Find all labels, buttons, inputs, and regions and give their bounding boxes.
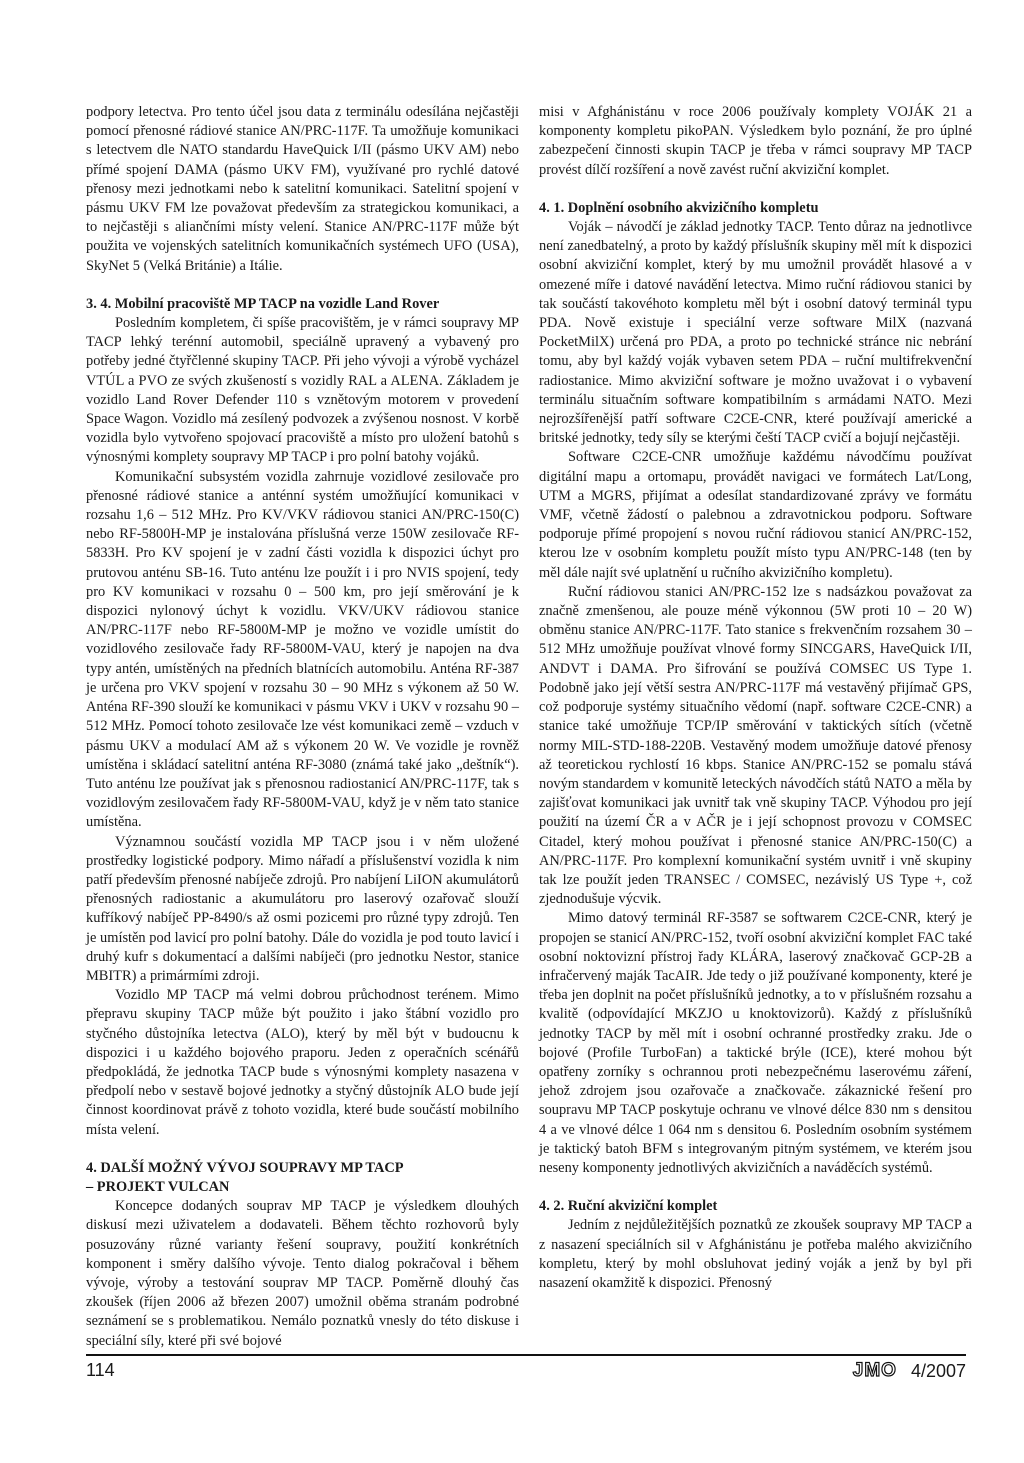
paragraph: Software C2CE-CNR umožňuje každému návodčímu používat digitální mapu a ortomapu, provádět navigaci ve formátech Lat/Long, UTM a MGRS, přijímat a odesílat standardizované zprávy ve formátu VMF, včetně žádostí o palebnou a zdravotnickou podporu. Software podporuje přímé propojení s novou ruční rádiovou stanicí AN/PRC-152, kterou lze v osobním kompletu použít místo typu AN/PRC-148 (ten by měl dále najít své uplatnění u ručního akvizičního kompletu).: [539, 449, 972, 581]
paragraph: Mimo datový terminál RF-3587 se softwarem C2CE-CNR, který je propojen se stanicí AN/PRC-152, tvoří osobní akviziční komplet FAC také osobní noktovizní přístroj řady KLÁRA, laserový značkovač GCP-2B a infračervený maják TacAIR. Jde tedy o již používané komponenty, které je třeba jen doplnit na počet příslušníků jednotky, a to v příslušném rozsahu a kvalitě (odpovídající MKZJO u knoktovizorů). Každý z příslušníků jednotky TACP by měl mít i osobní ochranné prostředky zraku. Jde o bojové (Profile TurboFan) a taktické brýle (ICE), které mohou být opatřeny zorníky s ochrannou proti nebezpečnému laserovému záření, jehož zdrojem jsou ozařovače a značkovače. zákaznické řešení pro soupravu MP TACP poskytuje ochranu ve vlnové délce 830 nm s densitou 4 a ve vlnové délce 1 064 nm s densitou 6. Posledním osobním systémem je taktický batoh BFM s integrovaným pitným systémem, ve kterém jsou neseny komponenty jednotlivých akvizičních a naváděcích systémů.: [539, 910, 972, 1176]
paragraph: Vozidlo MP TACP má velmi dobrou průchodnost terénem. Mimo přepravu skupiny TACP může být použito i jako štábní vozidlo pro styčného důstojníka letectva (ALO), který by měl být v budoucnu k dispozici i u každého bojového praporu. Jeden z operačních scénářů předpokládá, že jednotka TACP bude s výnosnými komplety nasazena v předpolí nebo v sestavě bojové jednotky a styčný důstojník ALO bude její činnost koordinovat právě z tohoto vozidla, které bude součástí mobilního místa velení.: [86, 987, 519, 1138]
section-heading-4-line2: – PROJEKT VULCAN: [86, 1178, 230, 1195]
paragraph: Posledním kompletem, či spíše pracovištěm, je v rámci soupravy MP TACP lehký terénní automobil, speciálně upravený a vybavený pro potřeby jedné čtyřčlenné skupiny TACP. Při jeho vývoji a výrobě vycházel VTÚL a PVO ze svých zkušeností s vozidly RAL a ALENA. Základem je vozidlo Land Rover Defender 110 s vznětovým motorem v provedení Space Wagon. Vozidlo má zesílený podvozek a zvýšenou nosnost. V korbě vozidla bylo vytvořeno spojovací pracoviště a místo pro uložení batohů s výnosnými komplety soupravy MP TACP i pro polní batohy vojáků.: [86, 315, 519, 466]
section-heading-4: [86, 1159, 519, 1197]
footer-rule: [86, 1354, 966, 1356]
paragraph: Ruční rádiovou stanici AN/PRC-152 lze s nadsázkou považovat za značně zmenšenou, ale pouze méně výkonnou (5W proti 10 – 20 W) obměnu stanice AN/PRC-117F. Tato stanice s frekvenčním rozsahem 30 – 512 MHz umožňuje používat vlnové formy SINCGARS, HaveQuick I/II, ANDVT i DAMA. Pro šifrování se používá COMSEC US Type 1. Podobně jako její větší sestra AN/PRC-117F má vestavěný přijímač GPS, což podporuje systémy situačního vědomí (např. software C2CE-CNR) a stanice také umožňuje TCP/IP směrování v taktických sítích (včetně normy MIL-STD-188-220B. Vestavěný modem umožňuje datové přenosy až teoretickou rychlostí 16 kbps. Stanice AN/PRC-152 se pomalu stává novým standardem v komunitě leteckých návodčích států NATO a měla by zajišťovat komunikaci jak uvnitř tak vně skupiny TACP. Výhodou pro její použití na území ČR a v AČR je i její schopnost provozu v COMSEC Citadel, který mohou používat i přenosné stanice AN/PRC-150(C) a AN/PRC-117F. Pro komplexní komunikační systém uvnitř i vně skupiny tak lze použít jeden TRANSEC / COMSEC, nezávislý US Type +, což zjednodušuje výcvik.: [539, 583, 972, 908]
section-heading-4-line1: 4. DALŠÍ MOŽNÝ VÝVOJ SOUPRAVY MP TACP: [86, 1159, 404, 1176]
paragraph: podpory letectva. Pro tento účel jsou data z terminálu odesílána nejčastěji pomocí přenosné rádiové stanice AN/PRC-117F. Ta umožňuje komunikaci s letectvem dle NATO standardu HaveQuick I/II (pásmo UKV AM) nebo přímé spojení DAMA (pásmo UKV FM), využívané pro rychlé datové přenosy mezi jednotkami nebo k satelitní komunikaci. Satelitní spojení v pásmu UKV FM lze považovat především za strategickou komunikaci, a to nejčastěji s aliančními místy velení. Stanice AN/PRC-117F může být použita ve vojenských satelitních komunikačních systémech UFO (USA), SkyNet 5 (Velká Británie) a Itálie.: [86, 104, 519, 274]
section-heading-3-4: 3. 4. Mobilní pracoviště MP TACP na vozidle Land Rover: [86, 295, 440, 312]
section-heading-4-2: 4. 2. Ruční akviziční komplet: [539, 1198, 718, 1215]
footer-journal: [853, 1360, 966, 1382]
journal-logo: JMO: [852, 1360, 897, 1381]
paragraph: Komunikační subsystém vozidla zahrnuje vozidlové zesilovače pro přenosné rádiové stanice a anténní systém umožňující komunikaci v rozsahu 1,6 – 512 MHz. Pro KV/VKV rádiovou stanici AN/PRC-150(C) nebo RF-5800H-MP je instalována příslušná verze 150W zesilovače RF-5833H. Pro KV spojení je v zadní části vozidla k dispozici úchyt pro prutovou anténu SB-16. Tuto anténu lze použít i i pro NVIS spojení, tedy pro KV komunikaci v rozsahu 0 – 500 km, pro její směrování je k dispozici nylonový úchyt k vozidlu. VKV/UKV rádiovou stanice AN/PRC-117F nebo RF-5800M-MP je možno ve vozidle umístit do vozidlového zesilovače řady RF-5800M-VAU, který je napojen na dva typy antén, umístěných na předních blatnících automobilu. Anténa RF-387 je určena pro VKV spojení v rozsahu 30 – 90 MHz s výkonem až 50 W. Anténa RF-390 slouží ke komunikaci v pásmu VKV i UKV v rozsahu 90 – 512 MHz. Pomocí tohoto zesilovače lze vést komunikaci země – vzduch v pásmu UKV a modulací AM až s výkonem 20 W. Ve vozidle je rovněž umístěna i skládací satelitní anténa RF-3080 (známá také jako „deštník“). Tuto anténu lze používat jak s přenosnou radiostanicí AN/PRC-117F, tak s vozidlovým zesilovačem řady RF-5800M-VAU, když je v něm tato stanice umístěna.: [86, 468, 519, 831]
page-number: 114: [86, 1360, 115, 1380]
paragraph: Koncepce dodaných souprav MP TACP je výsledkem dlouhých diskusí mezi uživatelem a dodavateli. Během těchto rozhovorů byly posuzovány různé varianty řešení soupravy, použití konkrétních komponent i směry dalšího vývoje. Tento dialog pokračoval i během vývoje, výroby a testování souprav MP TACP. Poměrně dlouhý čas zkoušek (říjen 2006 až březen 2007) umožnil oběma stranám podrobné seznámení se s problematikou. Nemálo poznatků vnesly do této diskuse i speciální síly, které při své bojové: [86, 1198, 519, 1349]
paragraph: misi v Afghánistánu v roce 2006 používaly komplety VOJÁK 21 a komponenty kompletu pikoPAN. Výsledkem bylo poznání, že pro úplné zabezpečení činnosti skupin TACP je třeba v rámci soupravy MP TACP provést dílčí rozšíření a nově zavést ruční akviziční komplet.: [539, 104, 972, 178]
section-heading-4-1: 4. 1. Doplnění osobního akvizičního kompletu: [539, 199, 819, 216]
issue-number: 4/2007: [910, 1360, 966, 1381]
paragraph: Významnou součástí vozidla MP TACP jsou i v něm uložené prostředky logistické podpory. Mimo nářadí a příslušenství vozidla k nim patří především přenosné nabíječe zdrojů. Pro nabíjení LiION akumulátorů přenosných radiostanic a akumulátoru pro laserový ozařovač slouží kufříkový nabíječ PP-8490/s až osmi pozicemi pro různé typy zdrojů. Ten je umístěn pod lavicí pro polní batohy. Dále do vozidla je pod touto lavicí i druhý kufr s dokumentací a dalšími nabíječi (pro jednotku Nestor, stanice MBITR) a primármími zdroji.: [86, 833, 519, 984]
left-column: [86, 103, 519, 1351]
paragraph: Jedním z nejdůležitějších poznatků ze zkoušek soupravy MP TACP a z nasazení speciálních sil v Afghánistánu je potřeba malého akvizičního kompletu, který by mohl obsluhovat jediný voják a jenž by byl při nasazení okamžitě k dispozici. Přenosný: [539, 1217, 972, 1291]
paragraph: Voják – návodčí je základ jednotky TACP. Tento důraz na jednotlivce není zanedbatelný, a proto by každý příslušník skupiny měl mít k dispozici osobní akviziční komplet, který by mu umožnil provádět hlasové a v omezené míře i datové navádění letectva. Mimo ruční rádiovou stanici by tak součástí takovéhoto kompletu měl být i osobní datový terminál typu PDA. Nově existuje i speciální verze software MilX (nazvaná PocketMilX) určená pro PDA, a proto po technické stránce nic nebrání tomu, aby byl každý voják vybaven setem PDA – ruční multifrekvenční radiostanice. Mimo akviziční software je možno uvažovat i o vybavení terminálu situačním software kompatibilním s armádami NATO. Mezi nejrozšířenější patří software C2CE-CNR, které používají americké a britské jednotky, tedy síly se kterými čeští TACP cvičí a bojují nejčastěji.: [539, 219, 972, 447]
right-column: [539, 103, 972, 1293]
